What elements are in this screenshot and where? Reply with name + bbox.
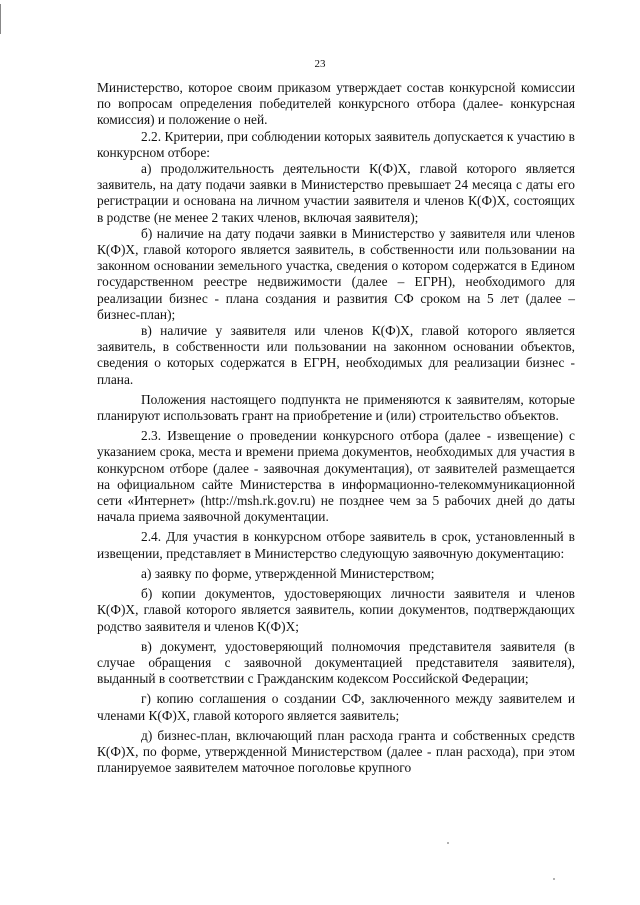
paragraph-doc-g: г) копию соглашения о создании СФ, заключенного между заявителем и членами К(Ф)Х, главой которого является заявитель; [97,691,575,723]
paragraph-doc-b: б) копии документов, удостоверяющих личности заявителя и членов К(Ф)Х, главой которого является заявитель, копии документов, подтверждающих родство заявителя и членов К(Ф)Х; [97,586,575,634]
paragraph-2-3-notice: 2.3. Извещение о проведении конкурсного отбора (далее - извещение) с указанием срока, места и времени приема документов, необходимых для участия в конкурсном отборе (далее - заявочная документация), от заявителей размещается на официальном сайте Министерства в информационно-телекоммуникационной сети «Интернет» (http://msh.rk.gov.ru) не позднее чем за 5 рабочих дней до даты начала приема заявочной документации. [97,428,575,525]
paragraph-commission: Министерство, которое своим приказом утверждает состав конкурсной комиссии по вопросам определения победителей конкурсного отбора (далее- конкурсная комиссия) и положение о ней. [97,80,575,128]
paragraph-doc-v: в) документ, удостоверяющий полномочия представителя заявителя (в случае обращения с заявочной документацией представителя заявителя), выданный в соответствии с Гражданским кодексом Российской Федерации; [97,638,575,687]
paragraph-exception: Положения настоящего подпункта не применяются к заявителям, которые планируют использовать грант на приобретение и (или) строительство объектов. [97,391,575,424]
scan-edge-mark [0,4,1,34]
paragraph-2-4-documents: 2.4. Для участия в конкурсном отборе заявитель в срок, установленный в извещении, представляет в Министерство следующую заявочную документацию: [97,529,575,561]
paragraph-criterion-a: а) продолжительность деятельности К(Ф)Х, главой которого является заявитель, на дату подачи заявки в Министерство превышает 24 месяца с даты его регистрации и основана на личном участии заявителя и членов К(Ф)Х, состоящих в родстве (не менее 2 таких членов, включая заявителя); [97,161,575,225]
paragraph-criterion-b: б) наличие на дату подачи заявки в Министерство у заявителя или членов К(Ф)Х, главой которого является заявитель, в собственности или пользовании на законном основании земельного участка, сведения о котором содержатся в Едином государственном реестре недвижимости (далее – ЕГРН), необходимого для реализации бизнес - плана создания и развития СФ сроком на 5 лет (далее – бизнес-план); [97,225,575,322]
paragraph-doc-a: а) заявку по форме, утвержденной Министерством; [141,565,435,581]
document-body [97,80,575,776]
paragraph-doc-d: д) бизнес-план, включающий план расхода гранта и собственных средств К(Ф)Х, по форме, утвержденной Министерством (далее - план расхода), при этом планируемое заявителем маточное поголовье крупного [97,727,575,776]
scan-speck [553,878,555,880]
scan-speck [447,842,449,844]
paragraph-2-2-criteria: 2.2. Критерии, при соблюдении которых заявитель допускается к участию в конкурсном отборе: [97,128,575,160]
page-number: 23 [314,58,326,70]
paragraph-criterion-v: в) наличие у заявителя или членов К(Ф)Х, главой которого является заявитель, в собственности или пользовании на законном основании объектов, сведения о которых содержатся в ЕГРН, необходимых для реализации бизнес - плана. [97,323,575,387]
